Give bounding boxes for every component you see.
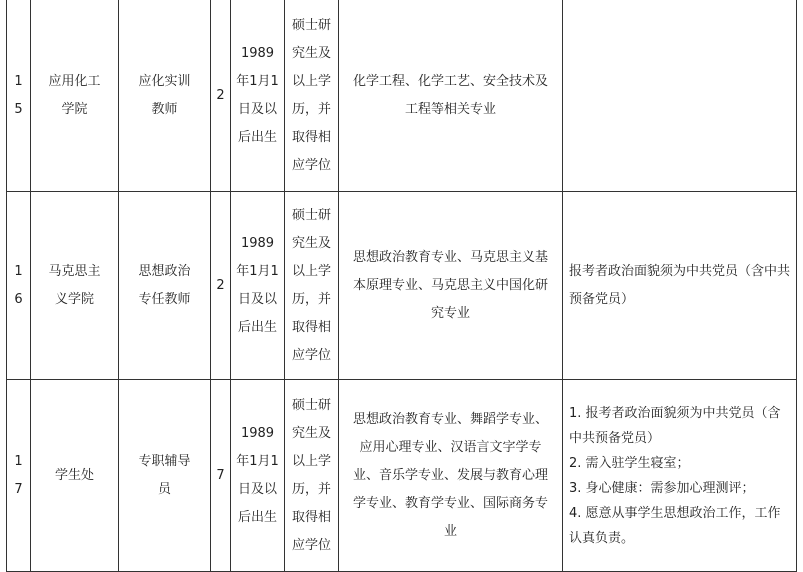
notes-cell	[563, 0, 797, 192]
birth-requirement-cell: 1989年1月1日及以后出生	[231, 0, 285, 192]
birth-requirement-cell: 1989年1月1日及以后出生	[231, 380, 285, 572]
note-line: 4. 愿意从事学生思想政治工作，工作认真负责。	[569, 505, 781, 546]
table-row	[7, 380, 797, 572]
row-number: 16	[7, 192, 31, 380]
position-cell: 应化实训教师	[119, 0, 211, 192]
headcount-cell: 2	[211, 0, 231, 192]
notes-cell	[563, 192, 797, 380]
major-requirement-cell: 思想政治教育专业、舞蹈学专业、应用心理专业、汉语言文字学专业、音乐学专业、发展与教育心理学专业、教育学专业、国际商务专业	[339, 380, 563, 572]
education-requirement-cell: 硕士研究生及以上学历，并取得相应学位	[285, 380, 339, 572]
note-line: 2. 需入驻学生寝室；	[569, 455, 690, 471]
department-cell: 马克思主义学院	[31, 192, 119, 380]
note-line: 报考者政治面貌须为中共党员（含中共预备党员）	[569, 263, 791, 307]
major-requirement-cell: 化学工程、化学工艺、安全技术及工程等相关专业	[339, 0, 563, 192]
recruitment-table	[6, 0, 797, 572]
note-line: 3. 身心健康：需参加心理测评；	[569, 480, 755, 496]
department-cell: 学生处	[31, 380, 119, 572]
notes-cell	[563, 380, 797, 572]
row-number: 17	[7, 380, 31, 572]
major-requirement-cell: 思想政治教育专业、马克思主义基本原理专业、马克思主义中国化研究专业	[339, 192, 563, 380]
education-requirement-cell: 硕士研究生及以上学历，并取得相应学位	[285, 192, 339, 380]
position-cell: 思想政治专任教师	[119, 192, 211, 380]
note-line: 1. 报考者政治面貌须为中共党员（含中共预备党员）	[569, 405, 781, 446]
table-row	[7, 192, 797, 380]
row-number: 15	[7, 0, 31, 192]
position-cell: 专职辅导员	[119, 380, 211, 572]
department-cell: 应用化工学院	[31, 0, 119, 192]
birth-requirement-cell: 1989年1月1日及以后出生	[231, 192, 285, 380]
education-requirement-cell: 硕士研究生及以上学历，并取得相应学位	[285, 0, 339, 192]
table-row	[7, 0, 797, 192]
headcount-cell: 2	[211, 192, 231, 380]
headcount-cell: 7	[211, 380, 231, 572]
